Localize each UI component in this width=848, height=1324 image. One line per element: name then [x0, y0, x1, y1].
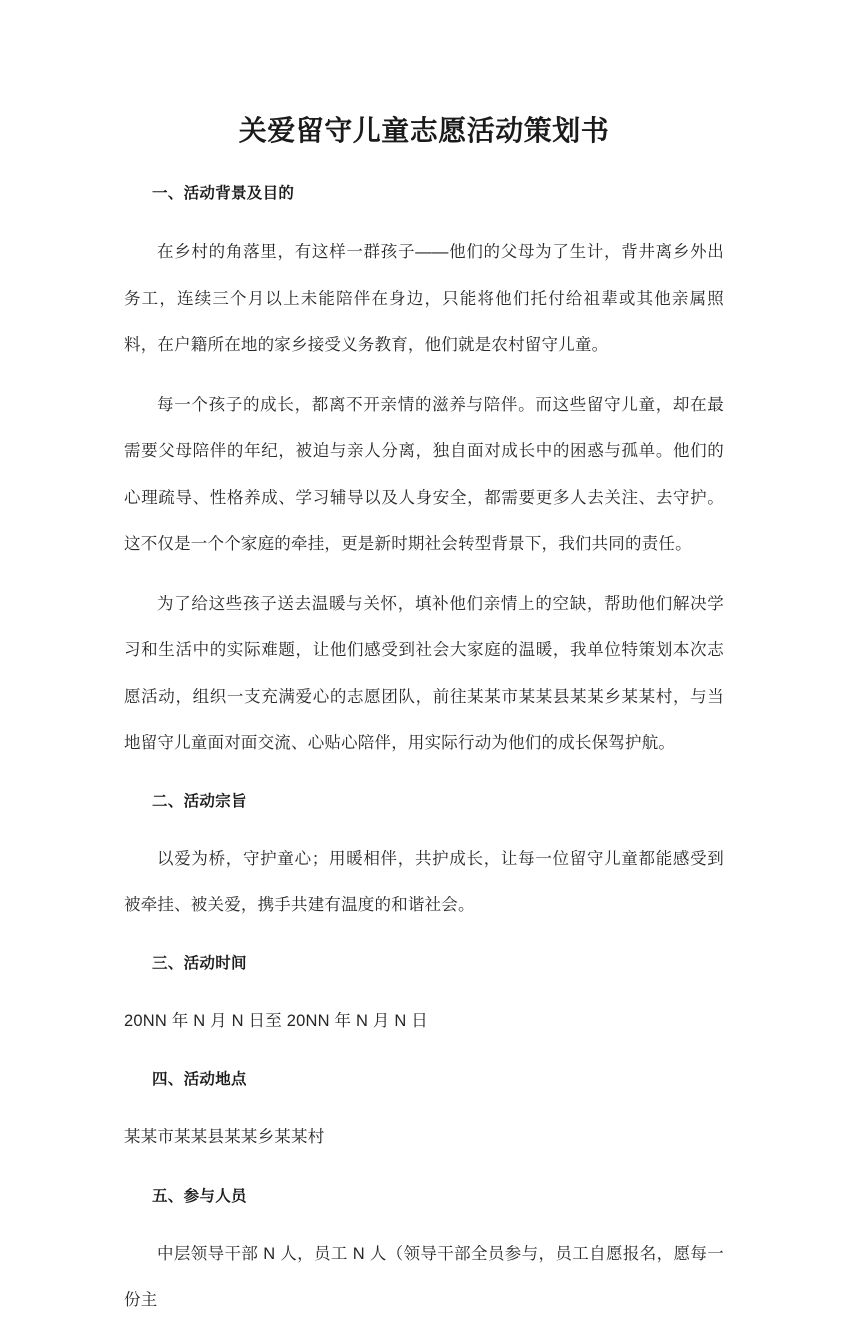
spacer — [124, 975, 724, 998]
section-heading-2: 二、活动宗旨 — [152, 792, 247, 810]
document-body — [124, 0, 724, 1324]
section-5-paragraph-1: 中层领导干部 N 人，员工 N 人（领导干部全员参与，员工自愿报名，愿每一份主 — [124, 1244, 724, 1309]
spacer — [124, 1161, 724, 1186]
section-3-paragraph-1: 20NN 年 N 月 N 日至 20NN 年 N 月 N 日 — [124, 1011, 428, 1030]
section-heading-5: 五、参与人员 — [152, 1187, 247, 1205]
section-1-paragraph-1: 在乡村的角落里，有这样一群孩子——他们的父母为了生计，背井离乡外出务工，连续三个月以上未能陪伴在身边，只能将他们托付给祖辈或其他亲属照料，在户籍所在地的家乡接受义务教育，他们就是农村留守儿童。 — [124, 243, 724, 354]
spacer — [124, 1208, 724, 1231]
spacer — [124, 149, 724, 183]
spacer — [124, 767, 724, 791]
section-heading-4: 四、活动地点 — [152, 1071, 247, 1088]
spacer — [124, 929, 724, 953]
section-1-paragraph-2: 每一个孩子的成长，都离不开亲情的滋养与陪伴。而这些留守儿童，却在最需要父母陪伴的年纪，被迫与亲人分离，独自面对成长中的困惑与孤单。他们的心理疏导、性格养成、学习辅导以及人身安全，都需要更多人去关注、去守护。这不仅是一个个家庭的牵挂，更是新时期社会转型背景下，我们共同的责任。 — [124, 395, 724, 553]
spacer — [124, 1091, 724, 1114]
page-title: 关爱留守儿童志愿活动策划书 — [238, 115, 610, 146]
section-heading-3: 三、活动时间 — [152, 954, 247, 972]
section-4-paragraph-1: 某某市某某县某某乡某某村 — [124, 1128, 325, 1146]
spacer — [124, 813, 724, 836]
spacer — [124, 568, 724, 581]
section-1-paragraph-3: 为了给这些孩子送去温暖与关怀，填补他们亲情上的空缺，帮助他们解决学习和生活中的实际难题，让他们感受到社会大家庭的温暖，我单位特策划本次志愿活动，组织一支充满爱心的志愿团队，前往某某市某某县某某乡某某村，与当地留守儿童面对面交流、心贴心陪伴，用实际行动为他们的成长保驾护航。 — [124, 594, 724, 752]
section-heading-1: 一、活动背景及目的 — [152, 185, 295, 202]
spacer — [124, 205, 724, 229]
spacer — [124, 1044, 724, 1069]
section-2-paragraph-1: 以爱为桥，守护童心；用暖相伴，共护成长，让每一位留守儿童都能感受到被牵挂、被关爱，携手共建有温度的和谐社会。 — [124, 849, 724, 914]
spacer — [124, 369, 724, 382]
